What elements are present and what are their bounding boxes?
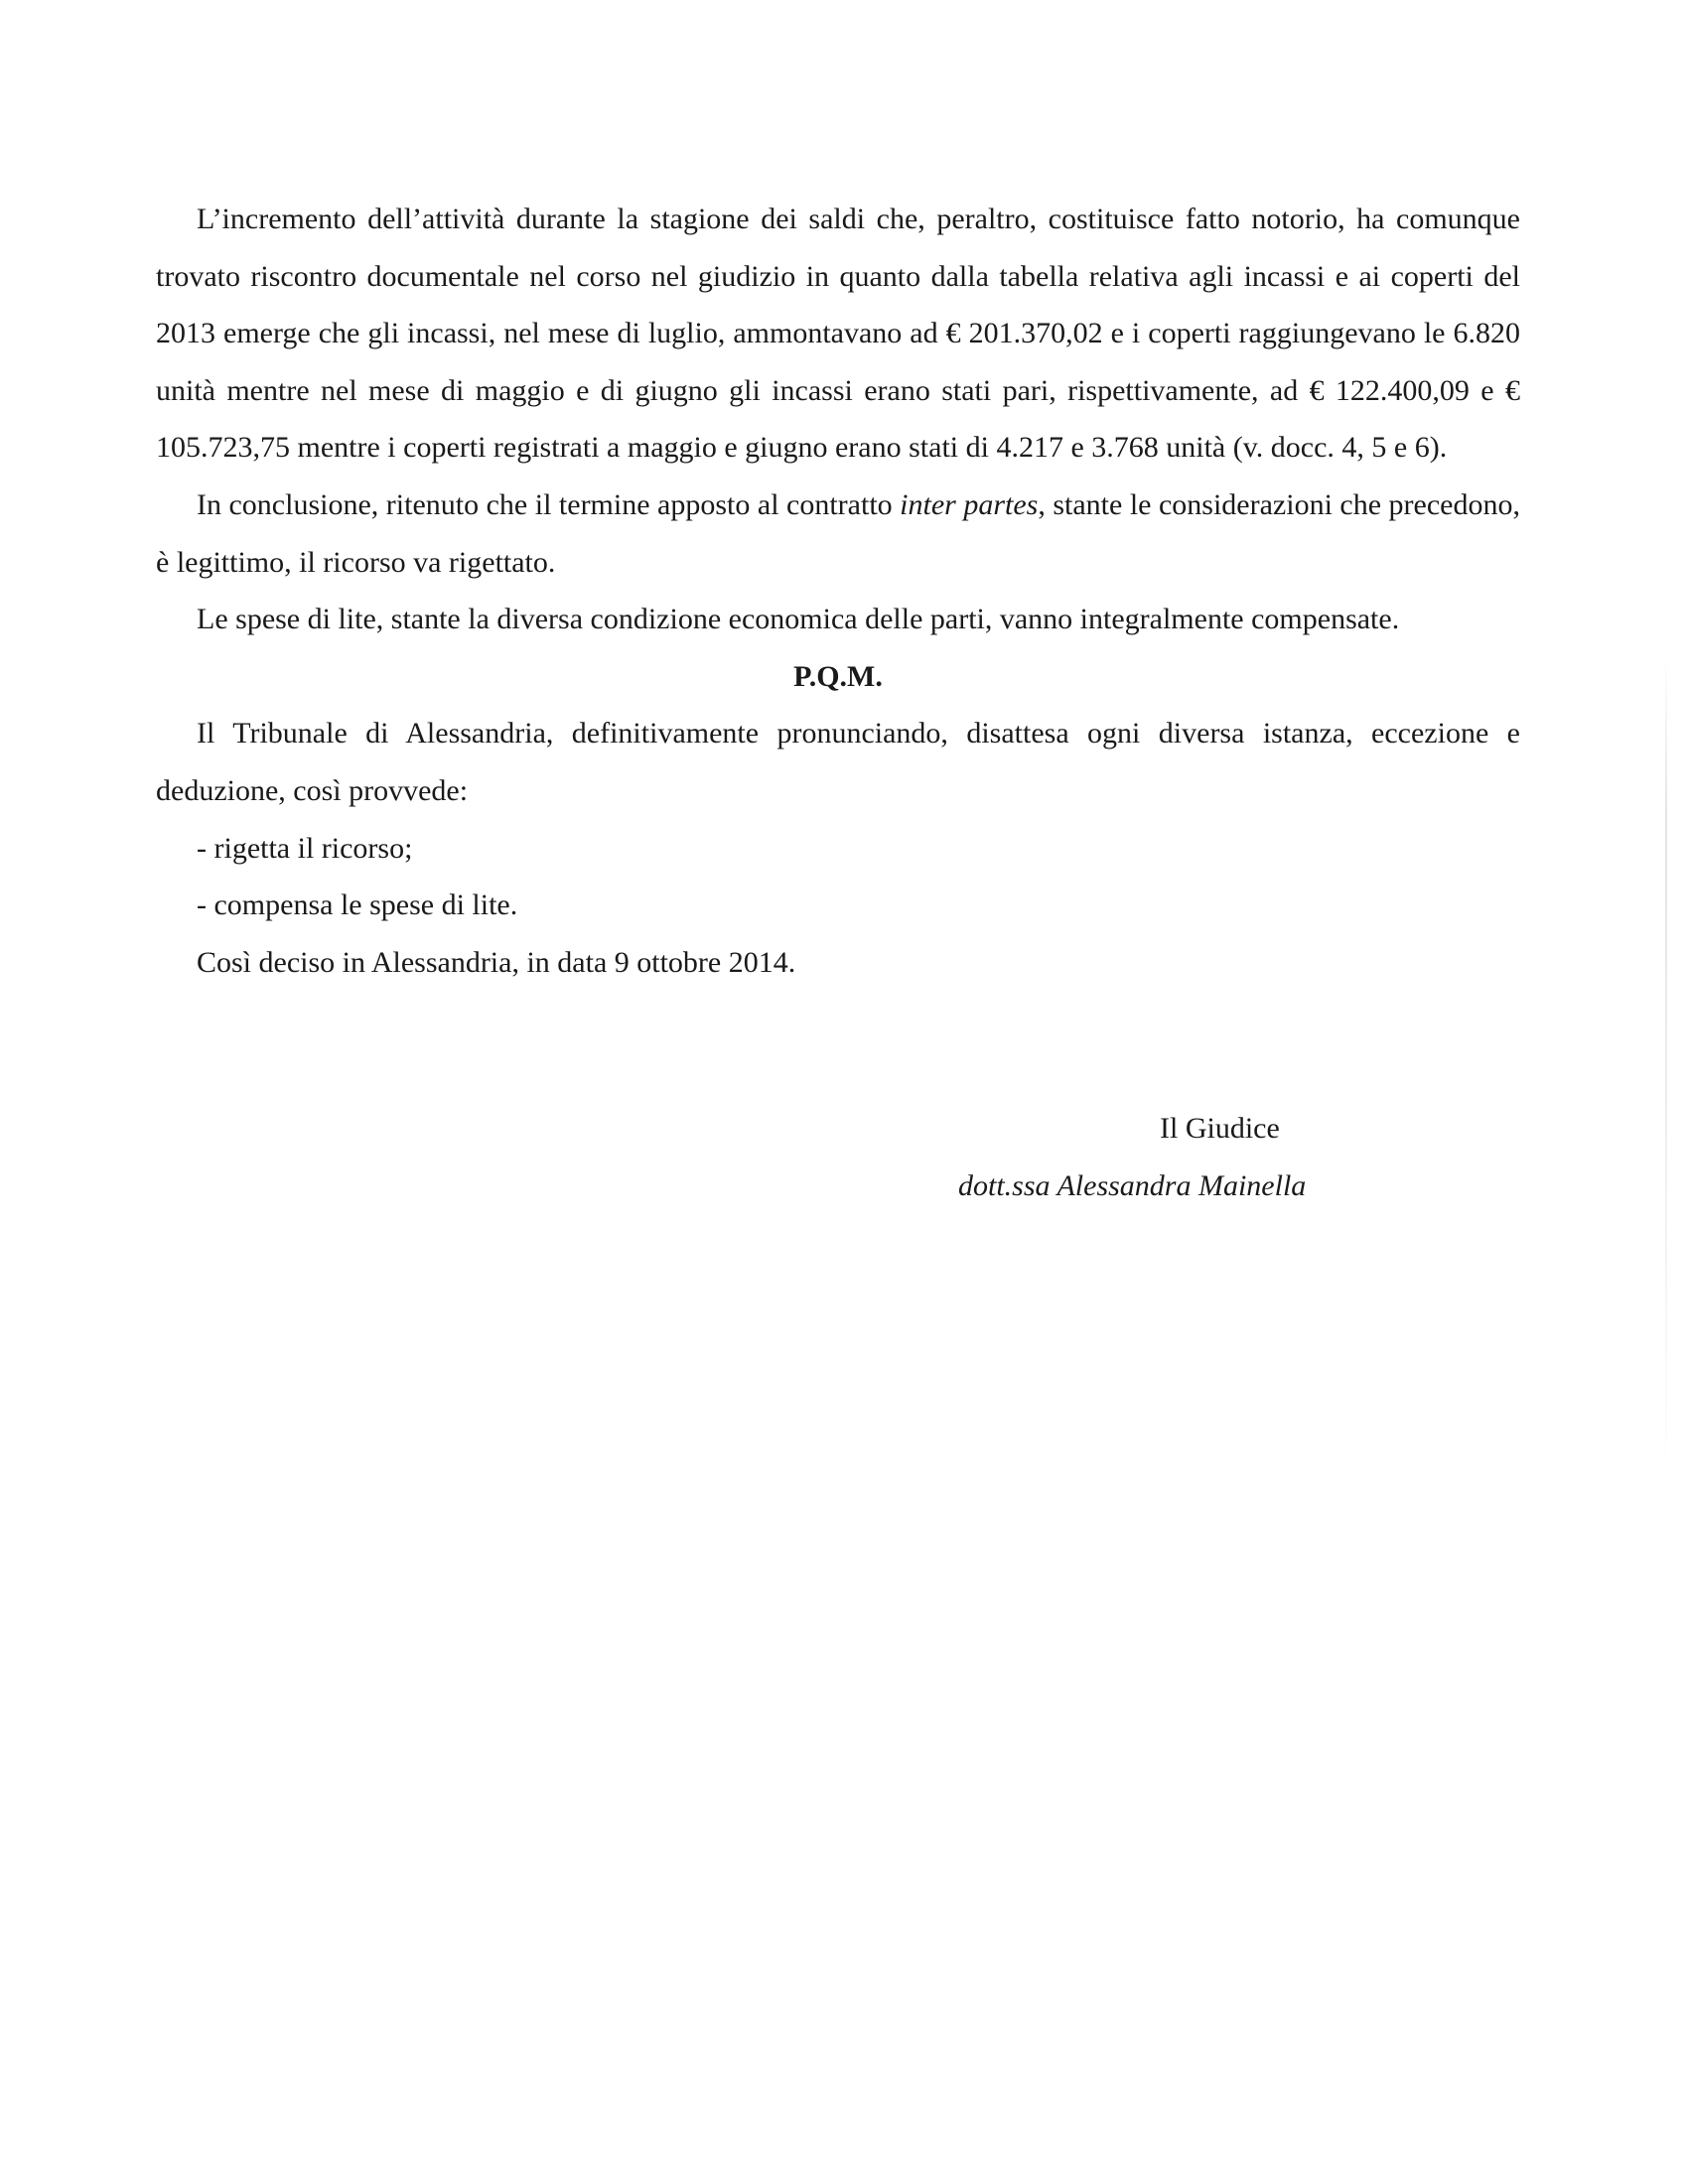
paragraph-sales-increase: L’incremento dell’attività durante la stagione dei saldi che, peraltro, costituisce fatto notorio, ha comunque trovato riscontro documentale nel corso nel giudizio in quanto dalla tabella relativa agli incassi e ai coperti del 2013 emerge che gli incassi, nel mese di luglio, ammontavano ad € 201.370,02 e i coperti raggiungevano le 6.820 unità mentre nel mese di maggio e di giugno gli incassi erano stati pari, rispettivamente, ad € 122.400,09 e € 105.723,75 mentre i coperti registrati a maggio e giugno erano stati di 4.217 e 3.768 unità (v. docc. 4, 5 e 6). [156, 203, 1520, 465]
signature-name: dott.ssa Alessandra Mainella [958, 1168, 1307, 1202]
signature-title: Il Giudice [1160, 1112, 1280, 1145]
closing-line: Così deciso in Alessandria, in data 9 ottobre 2014. [197, 945, 796, 979]
paragraph-conclusion [156, 477, 1520, 591]
conclusion-text-end: , stante le considerazioni che precedono, è legittimo, il ricorso va rigettato. [156, 487, 1520, 579]
margin-scan-mark [1665, 655, 1667, 1489]
conclusion-text-start: In conclusione, ritenuto che il termine apposto al contratto [197, 487, 901, 521]
section-heading-pqm: P.Q.M. [793, 659, 883, 693]
ruling-item-reject: - rigetta il ricorso; [197, 831, 413, 865]
conclusion-text-italic: inter partes [900, 487, 1039, 521]
paragraph-ruling: Il Tribunale di Alessandria, definitivamente pronunciando, disattesa ogni diversa istanza, eccezione e deduzione, così provvede: [156, 717, 1520, 807]
paragraph-legal-costs: Le spese di lite, stante la diversa condizione economica delle parti, vanno integralmente compensate. [197, 603, 1400, 636]
ruling-item-compensate: - compensa le spese di lite. [197, 888, 518, 922]
document-body [156, 191, 1520, 991]
